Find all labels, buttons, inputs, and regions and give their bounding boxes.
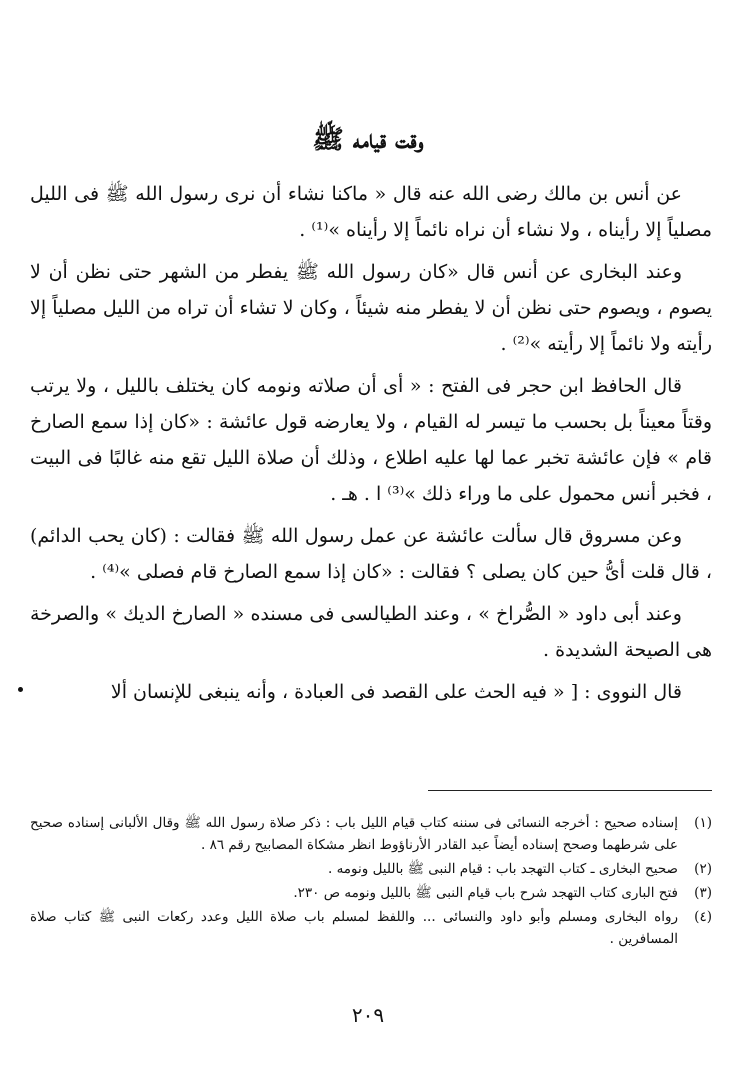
footnote-item bbox=[30, 882, 712, 904]
footnote-number: (٣) bbox=[694, 885, 712, 901]
footnote-number: (٤) bbox=[694, 909, 712, 925]
footnote-item bbox=[30, 906, 712, 950]
footnote-number: (١) bbox=[694, 815, 712, 831]
page-title: وقت قيامه ﷺ bbox=[312, 125, 424, 155]
footnote-item bbox=[30, 858, 712, 880]
footnote-divider bbox=[428, 790, 712, 791]
paragraph-bukhari: وعند البخارى عن أنس قال «كان رسول الله ﷺ يفطر من الشهر حتى نظن أن لا يصوم ، ويصوم حتى نظن أن لا يفطر منه شيئاً ، وكان لا تشاء أن تراه من الليل مصلياً إلا رأيته ولا نائماً إلا رأيته »⁽²⁾ . bbox=[30, 261, 712, 355]
footnote-item bbox=[30, 812, 712, 856]
footnotes bbox=[30, 812, 712, 952]
paragraph-nawawi: قال النووى : [ « فيه الحث على القصد فى العبادة ، وأنه ينبغى للإنسان ألا bbox=[110, 681, 682, 703]
paragraph-abu-dawud: وعند أبى داود « الصُّراخ » ، وعند الطيالسى فى مسنده « الصارخ الديك » والصرخة هى الصيحة الشديدة . bbox=[30, 603, 712, 661]
paragraph-masruq: وعن مسروق قال سألت عائشة عن عمل رسول الله ﷺ فقالت : (كان يحب الدائم) ، قال قلت أىُّ حين كان يصلى ؟ فقالت : «كان إذا سمع الصارخ قام فصلى »⁽⁴⁾ . bbox=[30, 525, 712, 583]
body-text bbox=[30, 176, 712, 716]
footnote-number: (٢) bbox=[694, 861, 712, 877]
page-number: ٢٠٩ bbox=[351, 1003, 385, 1027]
footnote-text: صحيح البخارى ـ كتاب التهجد باب : قيام النبى ﷺ بالليل ونومه . bbox=[327, 861, 678, 877]
footnote-text: فتح البارى كتاب التهجد شرح باب قيام النبى ﷺ بالليل ونومه ص ٢٣٠. bbox=[293, 885, 678, 901]
footnote-text: رواه البخارى ومسلم وأبو داود والنسائى ... واللفظ لمسلم باب صلاة الليل وعدد ركعات النبى ﷺ كتاب صلاة المسافرين . bbox=[30, 909, 678, 947]
paragraph-anas-hadith: عن أنس بن مالك رضى الله عنه قال « ماكنا نشاء أن نرى رسول الله ﷺ فى الليل مصلياً إلا رأيناه ، ولا نشاء أن نراه نائماً إلا رأيناه »⁽¹⁾ . bbox=[30, 183, 712, 241]
paragraph-ibn-hajar: قال الحافظ ابن حجر فى الفتح : « أى أن صلاته ونومه كان يختلف بالليل ، ولا يرتب وقتاً معيناً بل بحسب ما تيسر له القيام ، ولا يعارضه قول عائشة : «كان إذا سمع الصارخ قام » فإن عائشة تخبر عما لها عليه اطلاع ، وذلك أن صلاة الليل تقع منه غالبًا فى البيت ، فخبر أنس محمول على ما وراء ذلك »⁽³⁾ ا . هـ . bbox=[30, 375, 712, 505]
footnote-text: إسناده صحيح : أخرجه النسائى فى سننه كتاب قيام الليل باب : ذكر صلاة رسول الله ﷺ وقال الألبانى إسناده صحيح على شرطهما وصحح إسناده أيضاً عبد القادر الأرناؤوط انظر مشكاة المصابيح رقم ٨٦ . bbox=[30, 815, 678, 853]
margin-mark bbox=[18, 687, 23, 692]
